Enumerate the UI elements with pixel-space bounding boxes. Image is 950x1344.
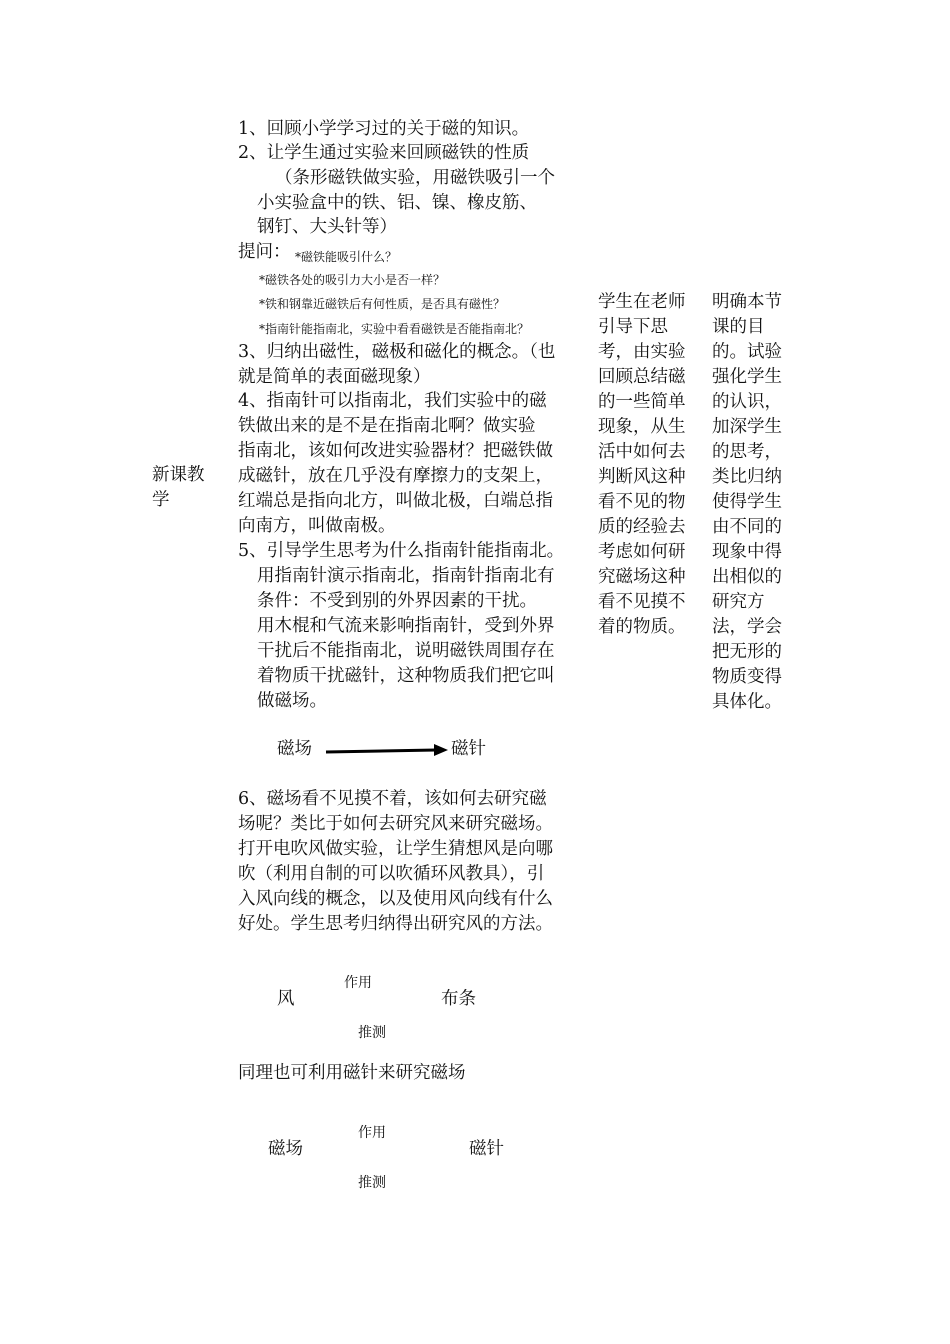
arrow-head [434, 744, 448, 756]
item-6-line: 入风向线的概念，以及使用风向线有什么 [238, 889, 553, 909]
student-activity: 学生在老师引导下思考，由实验回顾总结磁的一些简单现象，从生活中如何去判断风这种看不见的物质的经验去考虑如何研究磁场这种看不见摸不着的物质。 [598, 292, 686, 637]
diagram3-left: 磁场 [268, 1139, 303, 1159]
question-item: *磁铁各处的吸引力大小是否一样？ [259, 273, 446, 287]
item-2-title: 2、让学生通过实验来回顾磁铁的性质 [238, 143, 530, 163]
diagram3-top: 作用 [358, 1125, 386, 1141]
diagram2-right: 布条 [441, 989, 476, 1009]
item-4 [238, 389, 553, 539]
diagram2-left: 风 [277, 989, 295, 1009]
item-4-line: 4、指南针可以指南北，我们实验中的磁 [238, 391, 547, 411]
item-5-line: 条件：不受到别的外界因素的干扰。 [257, 591, 537, 611]
item-6 [238, 787, 553, 937]
diagram1-from: 磁场 [277, 739, 312, 759]
item-5-line: 用木棍和气流来影响指南针，受到外界 [257, 616, 555, 636]
item-4-line: 成磁针，放在几乎没有摩擦力的支架上， [238, 466, 553, 486]
arrow-icon [322, 741, 450, 761]
arrow-shaft [326, 750, 436, 752]
item-6-line: 6、磁场看不见摸不着，该如何去研究磁 [238, 789, 547, 809]
item-2-line: （条形磁铁做实验，用磁铁吸引一个 [275, 168, 555, 188]
item-5-line: 着物质干扰磁针，这种物质我们把它叫 [257, 666, 555, 686]
item-6-line: 打开电吹风做实验，让学生猜想风是向哪 [238, 839, 553, 859]
design-intent: 明确本节课的目的。试验强化学生的认识，加深学生的思考，类比归纳使得学生由不同的现象中得出相似的研究方法，学会把无形的物质变得具体化。 [712, 292, 782, 712]
diagram1-to: 磁针 [451, 739, 486, 759]
item-5-title: 5、引导学生思考为什么指南针能指南北。 [238, 541, 565, 561]
question-item: *铁和钢靠近磁铁后有何性质，是否具有磁性？ [259, 297, 506, 311]
question-label: 提问： [238, 242, 291, 262]
question-item: *指南针能指南北，实验中看看磁铁是否能指南北？ [259, 322, 530, 336]
diagram2-top: 作用 [344, 975, 372, 991]
section-label-line: 新课教 [152, 465, 205, 485]
item-6-line: 吹（利用自制的可以吹循环风教具），引 [238, 864, 545, 884]
item-6-line: 场呢？类比于如何去研究风来研究磁场。 [238, 814, 553, 834]
item-4-line: 指南北，该如何改进实验器材？把磁铁做 [238, 441, 553, 461]
section-label-line: 学 [152, 490, 170, 510]
item-5 [257, 564, 555, 714]
item-3 [238, 340, 555, 390]
item-5-line: 做磁场。 [257, 691, 327, 711]
section-label [152, 463, 205, 513]
item-2-line: 小实验盒中的铁、铝、镍、橡皮筋、 [257, 193, 537, 213]
item-3-line: 3、归纳出磁性，磁极和磁化的概念。（也 [238, 342, 556, 362]
item-1: 1、回顾小学学习过的关于磁的知识。 [238, 119, 530, 139]
item-2-line: 钢钉、大头针等） [257, 217, 397, 237]
item-5-line: 用指南针演示指南北，指南针指南北有 [257, 566, 555, 586]
item-3-line: 就是简单的表面磁现象） [238, 367, 431, 387]
diagram2-bottom: 推测 [358, 1025, 386, 1041]
question-item: *磁铁能吸引什么？ [295, 250, 398, 264]
item-4-line: 铁做出来的是不是在指南北啊？做实验 [238, 416, 536, 436]
analogy-line: 同理也可利用磁针来研究磁场 [238, 1063, 466, 1083]
item-4-line: 红端总是指向北方，叫做北极，白端总指 [238, 491, 553, 511]
item-5-line: 干扰后不能指南北，说明磁铁周围存在 [257, 641, 555, 661]
item-4-line: 向南方，叫做南极。 [238, 516, 396, 536]
diagram3-bottom: 推测 [358, 1175, 386, 1191]
diagram3-right: 磁针 [469, 1139, 504, 1159]
item-6-line: 好处。学生思考归纳得出研究风的方法。 [238, 914, 553, 934]
